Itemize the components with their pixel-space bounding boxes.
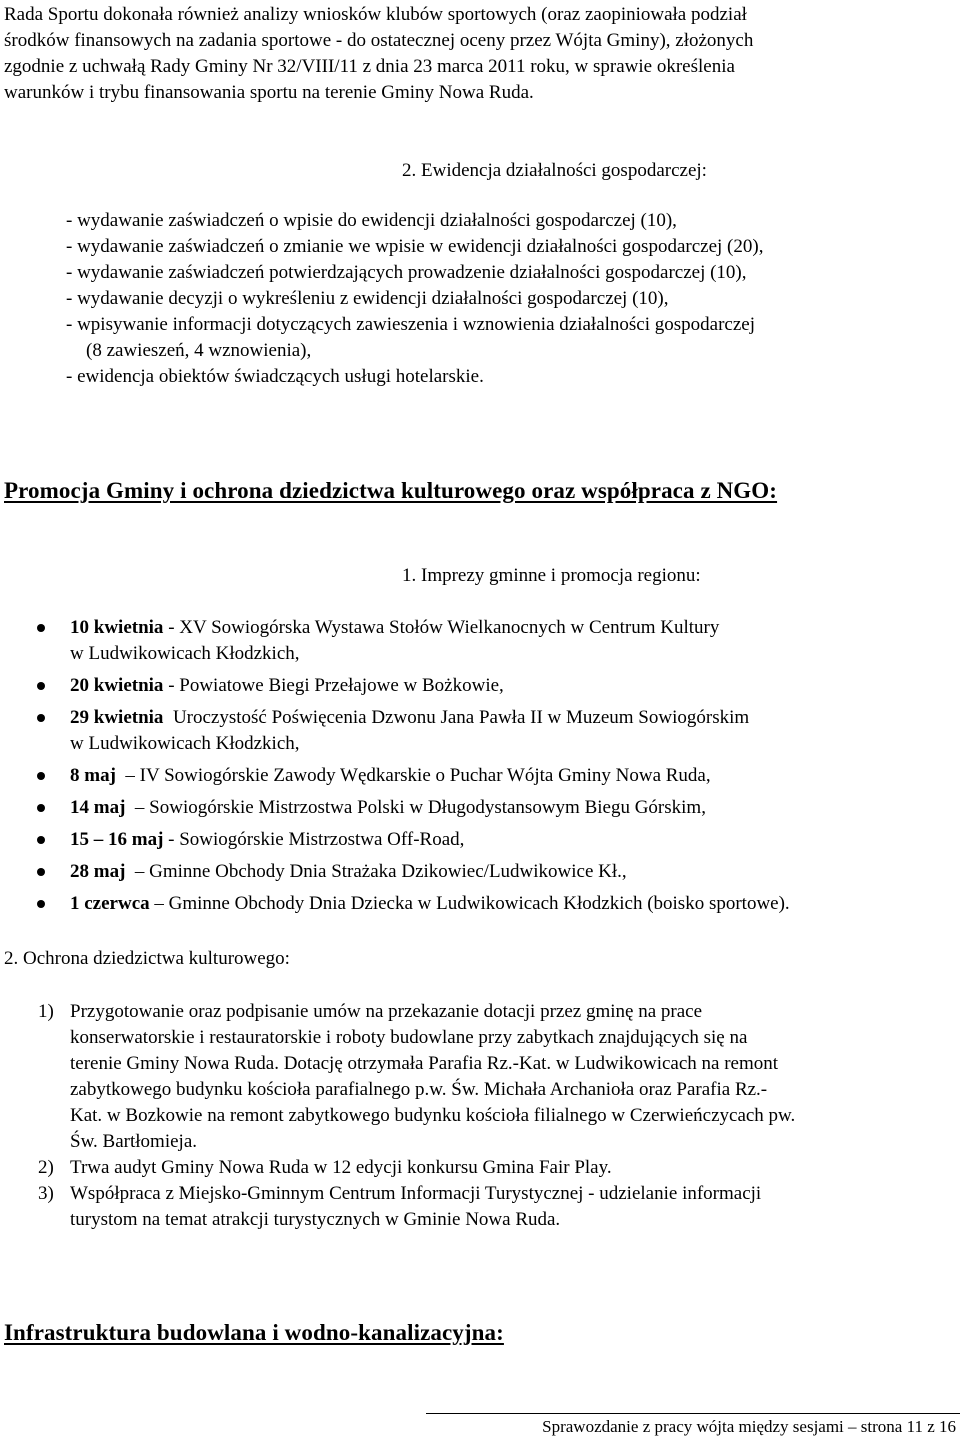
bullet-icon [37,804,45,812]
event-text-continued: w Ludwikowicach Kłodzkich, [70,643,300,664]
item-line: Kat. w Bozkowie na remont zabytkowego budynku kościoła filialnego w Czerwieńczycach pw. [70,1105,796,1126]
numbered-item [0,1181,960,1233]
event-text: Sowiogórskie Mistrzostwa Off-Road, [179,829,465,850]
numbered-item [0,1155,960,1181]
event-item [0,795,960,821]
item-number: 1) [38,1001,54,1022]
item-line: Trwa audyt Gminy Nowa Ruda w 12 edycji konkursu Gmina Fair Play. [70,1157,612,1178]
event-separator: - [163,617,180,638]
event-text: XV Sowiogórska Wystawa Stołów Wielkanocnych w Centrum Kultury [179,617,720,638]
bullet-icon [37,772,45,780]
item-line: konserwatorskie i restauratorskie i roboty budowlane przy zabytkach znajdujących się na [70,1027,748,1048]
event-item [0,859,960,885]
event-item [0,705,960,757]
item-line: terenie Gminy Nowa Ruda. Dotację otrzymała Parafia Rz.-Kat. w Ludwikowicach na remont [70,1053,779,1074]
list-item: - ewidencja obiektów świadczących usługi hotelarskie. [66,366,484,387]
event-separator: - [163,675,180,696]
event-separator: - [163,829,180,850]
event-separator: – [149,893,169,914]
intro-line: środków finansowych na zadania sportowe - do ostatecznej oceny przez Wójta Gminy), złożonych [4,30,754,51]
event-item [0,615,960,667]
list-item: (8 zawieszeń, 4 wznowienia), [86,340,312,361]
list-item: - wydawanie zaświadczeń o zmianie we wpisie w ewidencji działalności gospodarczej (20), [66,236,764,257]
event-item [0,673,960,699]
bullet-icon [37,900,45,908]
section-title-imprezy: 1. Imprezy gminne i promocja regionu: [402,565,701,586]
event-separator [163,707,173,728]
item-number: 2) [38,1157,54,1178]
section-title-dziedzictwo: 2. Ochrona dziedzictwa kulturowego: [4,948,290,969]
event-separator: – [125,797,150,818]
page-footer: Sprawozdanie z pracy wójta między sesjami – strona 11 z 16 [542,1417,956,1436]
item-line: Przygotowanie oraz podpisanie umów na przekazanie dotacji przez gminę na prace [70,1001,703,1022]
bullet-icon [37,682,45,690]
heading-promocja: Promocja Gminy i ochrona dziedzictwa kulturowego oraz współpraca z NGO: [4,478,778,503]
event-date: 28 maj [70,861,126,882]
event-text: Sowiogórskie Mistrzostwa Polski w Długodystansowym Biegu Górskim, [149,797,706,818]
bullet-icon [37,868,45,876]
item-number: 3) [38,1183,54,1204]
list-item: - wydawanie decyzji o wykreśleniu z ewidencji działalności gospodarczej (10), [66,288,669,309]
item-line: Współpraca z Miejsko-Gminnym Centrum Informacji Turystycznej - udzielanie informacji [70,1183,762,1204]
event-item [0,763,960,789]
section-title-ewidencja: 2. Ewidencja działalności gospodarczej: [402,160,707,181]
event-date: 8 maj [70,765,116,786]
bullet-icon [37,836,45,844]
event-text: Uroczystość Poświęcenia Dzwonu Jana Pawła II w Muzeum Sowiogórskim [172,707,750,728]
event-item [0,891,960,917]
item-line: turystom na temat atrakcji turystycznych w Gminie Nowa Ruda. [70,1209,561,1230]
event-date: 10 kwietnia [70,617,164,638]
intro-line: Rada Sportu dokonała również analizy wniosków klubów sportowych (oraz zaopiniowała podział [4,4,747,25]
event-separator: – [115,765,140,786]
event-text: Gminne Obchody Dnia Strażaka Dzikowiec/Ludwikowice Kł., [149,861,627,882]
list-item: - wydawanie zaświadczeń potwierdzających prowadzenie działalności gospodarczej (10), [66,262,747,283]
bullet-icon [37,624,45,632]
intro-paragraph [4,2,956,106]
heading-infrastruktura: Infrastruktura budowlana i wodno-kanalizacyjna: [4,1320,504,1345]
event-date: 14 maj [70,797,126,818]
event-text: IV Sowiogórskie Zawody Wędkarskie o Puchar Wójta Gminy Nowa Ruda, [139,765,711,786]
numbered-item [0,999,960,1155]
event-text: Powiatowe Biegi Przełajowe w Bożkowie, [179,675,504,696]
event-text-continued: w Ludwikowicach Kłodzkich, [70,733,300,754]
event-separator: – [125,861,150,882]
list-item: - wpisywanie informacji dotyczących zawieszenia i wznowienia działalności gospodarczej [66,314,755,335]
item-line: zabytkowego budynku kościoła parafialnego p.w. Św. Michała Archanioła oraz Parafia Rz.- [70,1079,768,1100]
event-date: 1 czerwca [70,893,150,914]
list-item: - wydawanie zaświadczeń o wpisie do ewidencji działalności gospodarczej (10), [66,210,677,231]
event-date: 29 kwietnia [70,707,164,728]
dziedzictwo-list [0,999,960,1233]
ewidencja-list [66,208,956,390]
event-text: Gminne Obchody Dnia Dziecka w Ludwikowicach Kłodzkich (boisko sportowe). [168,893,790,914]
intro-line: zgodnie z uchwałą Rady Gminy Nr 32/VIII/11 z dnia 23 marca 2011 roku, w sprawie określenia [4,56,735,77]
events-list [0,615,960,923]
item-line: Św. Bartłomieja. [70,1131,197,1152]
event-date: 20 kwietnia [70,675,164,696]
event-item [0,827,960,853]
bullet-icon [37,714,45,722]
event-date: 15 – 16 maj [70,829,164,850]
intro-line: warunków i trybu finansowania sportu na terenie Gminy Nowa Ruda. [4,82,534,103]
